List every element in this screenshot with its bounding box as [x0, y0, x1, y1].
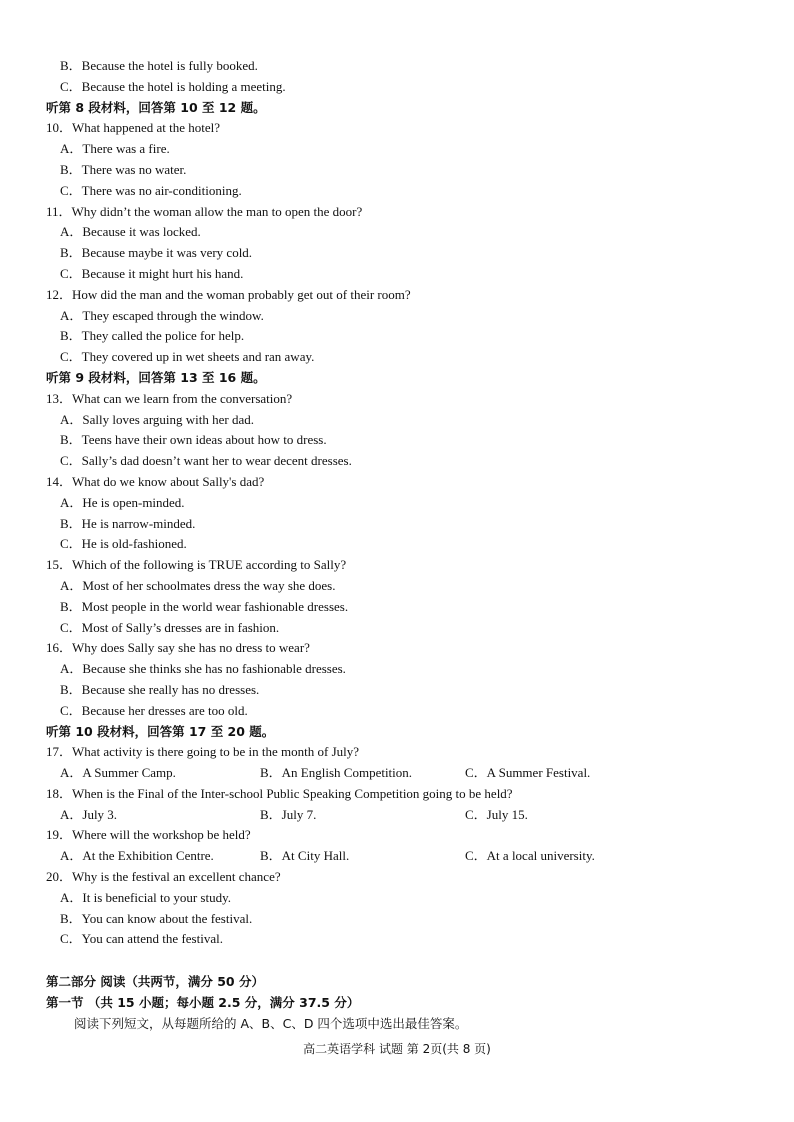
- answer-option: B．He is narrow-minded.: [60, 515, 196, 531]
- question-stem: 12．How did the man and the woman probably get out of their room?: [46, 286, 411, 302]
- question-stem: 15．Which of the following is TRUE according to Sally?: [46, 557, 347, 573]
- answer-option: B．Most people in the world wear fashionable dresses.: [60, 598, 349, 614]
- answer-option: C．You can attend the festival.: [60, 931, 223, 947]
- answer-option: B．Because maybe it was very cold.: [60, 245, 253, 261]
- question-stem: 16．Why does Sally say she has no dress to wear?: [46, 640, 310, 656]
- answer-option: A．A Summer Camp.: [60, 765, 176, 781]
- answer-option: C．At a local university.: [465, 848, 595, 864]
- question-stem: 17．What activity is there going to be in the month of July?: [46, 744, 360, 760]
- answer-option: C．July 15.: [465, 806, 528, 822]
- question-stem: 18．When is the Final of the Inter-school Public Speaking Competition going to be held?: [46, 785, 513, 801]
- answer-option: B．They called the police for help.: [60, 328, 245, 344]
- answer-option: C．Because the hotel is holding a meeting.: [60, 78, 286, 94]
- answer-option: A．He is open-minded.: [60, 494, 185, 510]
- answer-option: C．Because her dresses are too old.: [60, 702, 248, 718]
- question-stem: 10．What happened at the hotel?: [46, 120, 220, 136]
- options-row: [0, 846, 794, 867]
- answer-option: A．Because she thinks she has no fashionable dresses.: [60, 661, 346, 677]
- question-stem: 20．Why is the festival an excellent chance?: [46, 869, 281, 885]
- page-footer: 高二英语学科 试题 第 2页(共 8 页): [303, 1042, 491, 1056]
- answer-option: B．July 7.: [260, 806, 317, 822]
- section-gap: [0, 950, 794, 972]
- question-stem: 13．What can we learn from the conversation?: [46, 390, 293, 406]
- answer-option: C．Sally’s dad doesn’t want her to wear decent dresses.: [60, 453, 352, 469]
- part-two-title: 第二部分 阅读（共两节，满分 50 分）: [46, 974, 264, 990]
- answer-option: C．Because it might hurt his hand.: [60, 265, 244, 281]
- answer-option: C．A Summer Festival.: [465, 765, 591, 781]
- answer-option: A．Most of her schoolmates dress the way she does.: [60, 577, 336, 593]
- section-header: 听第 10 段材料，回答第 17 至 20 题。: [46, 723, 275, 739]
- question-stem: 14．What do we know about Sally's dad?: [46, 473, 265, 489]
- answer-option: B．An English Competition.: [260, 765, 413, 781]
- answer-option: C．He is old-fashioned.: [60, 536, 187, 552]
- answer-option: B．Teens have their own ideas about how to dress.: [60, 432, 327, 448]
- answer-option: C．They covered up in wet sheets and ran away.: [60, 349, 315, 365]
- options-row: [0, 763, 794, 784]
- answer-option: B．At City Hall.: [260, 848, 350, 864]
- section-header: 听第 9 段材料，回答第 13 至 16 题。: [46, 369, 266, 385]
- question-stem: 11．Why didn’t the woman allow the man to open the door?: [46, 203, 363, 219]
- answer-option: B．You can know about the festival.: [60, 910, 253, 926]
- answer-option: B．Because the hotel is fully booked.: [60, 58, 258, 73]
- question-stem: 19．Where will the workshop be held?: [46, 827, 251, 843]
- answer-option: B．Because she really has no dresses.: [60, 681, 260, 697]
- answer-option: C．There was no air-conditioning.: [60, 182, 242, 198]
- answer-option: A．At the Exhibition Centre.: [60, 848, 214, 864]
- listening-questions: [0, 56, 794, 950]
- section-one-title: 第一节 （共 15 小题；每小题 2.5 分，满分 37.5 分）: [46, 995, 360, 1011]
- reading-instruction: 阅读下列短文，从每题所给的 A、B、C、D 四个选项中选出最佳答案。: [74, 1015, 468, 1031]
- options-row: [0, 805, 794, 826]
- answer-option: A．July 3.: [60, 806, 118, 822]
- answer-option: A．It is beneficial to your study.: [60, 889, 232, 905]
- answer-option: A．There was a fire.: [60, 141, 170, 157]
- answer-option: B．There was no water.: [60, 161, 187, 177]
- section-header: 听第 8 段材料，回答第 10 至 12 题。: [46, 99, 266, 115]
- exam-page: [0, 56, 794, 1035]
- answer-option: A．Because it was locked.: [60, 224, 201, 240]
- answer-option: A．Sally loves arguing with her dad.: [60, 411, 255, 427]
- answer-option: A．They escaped through the window.: [60, 307, 264, 323]
- answer-option: C．Most of Sally’s dresses are in fashion.: [60, 619, 280, 635]
